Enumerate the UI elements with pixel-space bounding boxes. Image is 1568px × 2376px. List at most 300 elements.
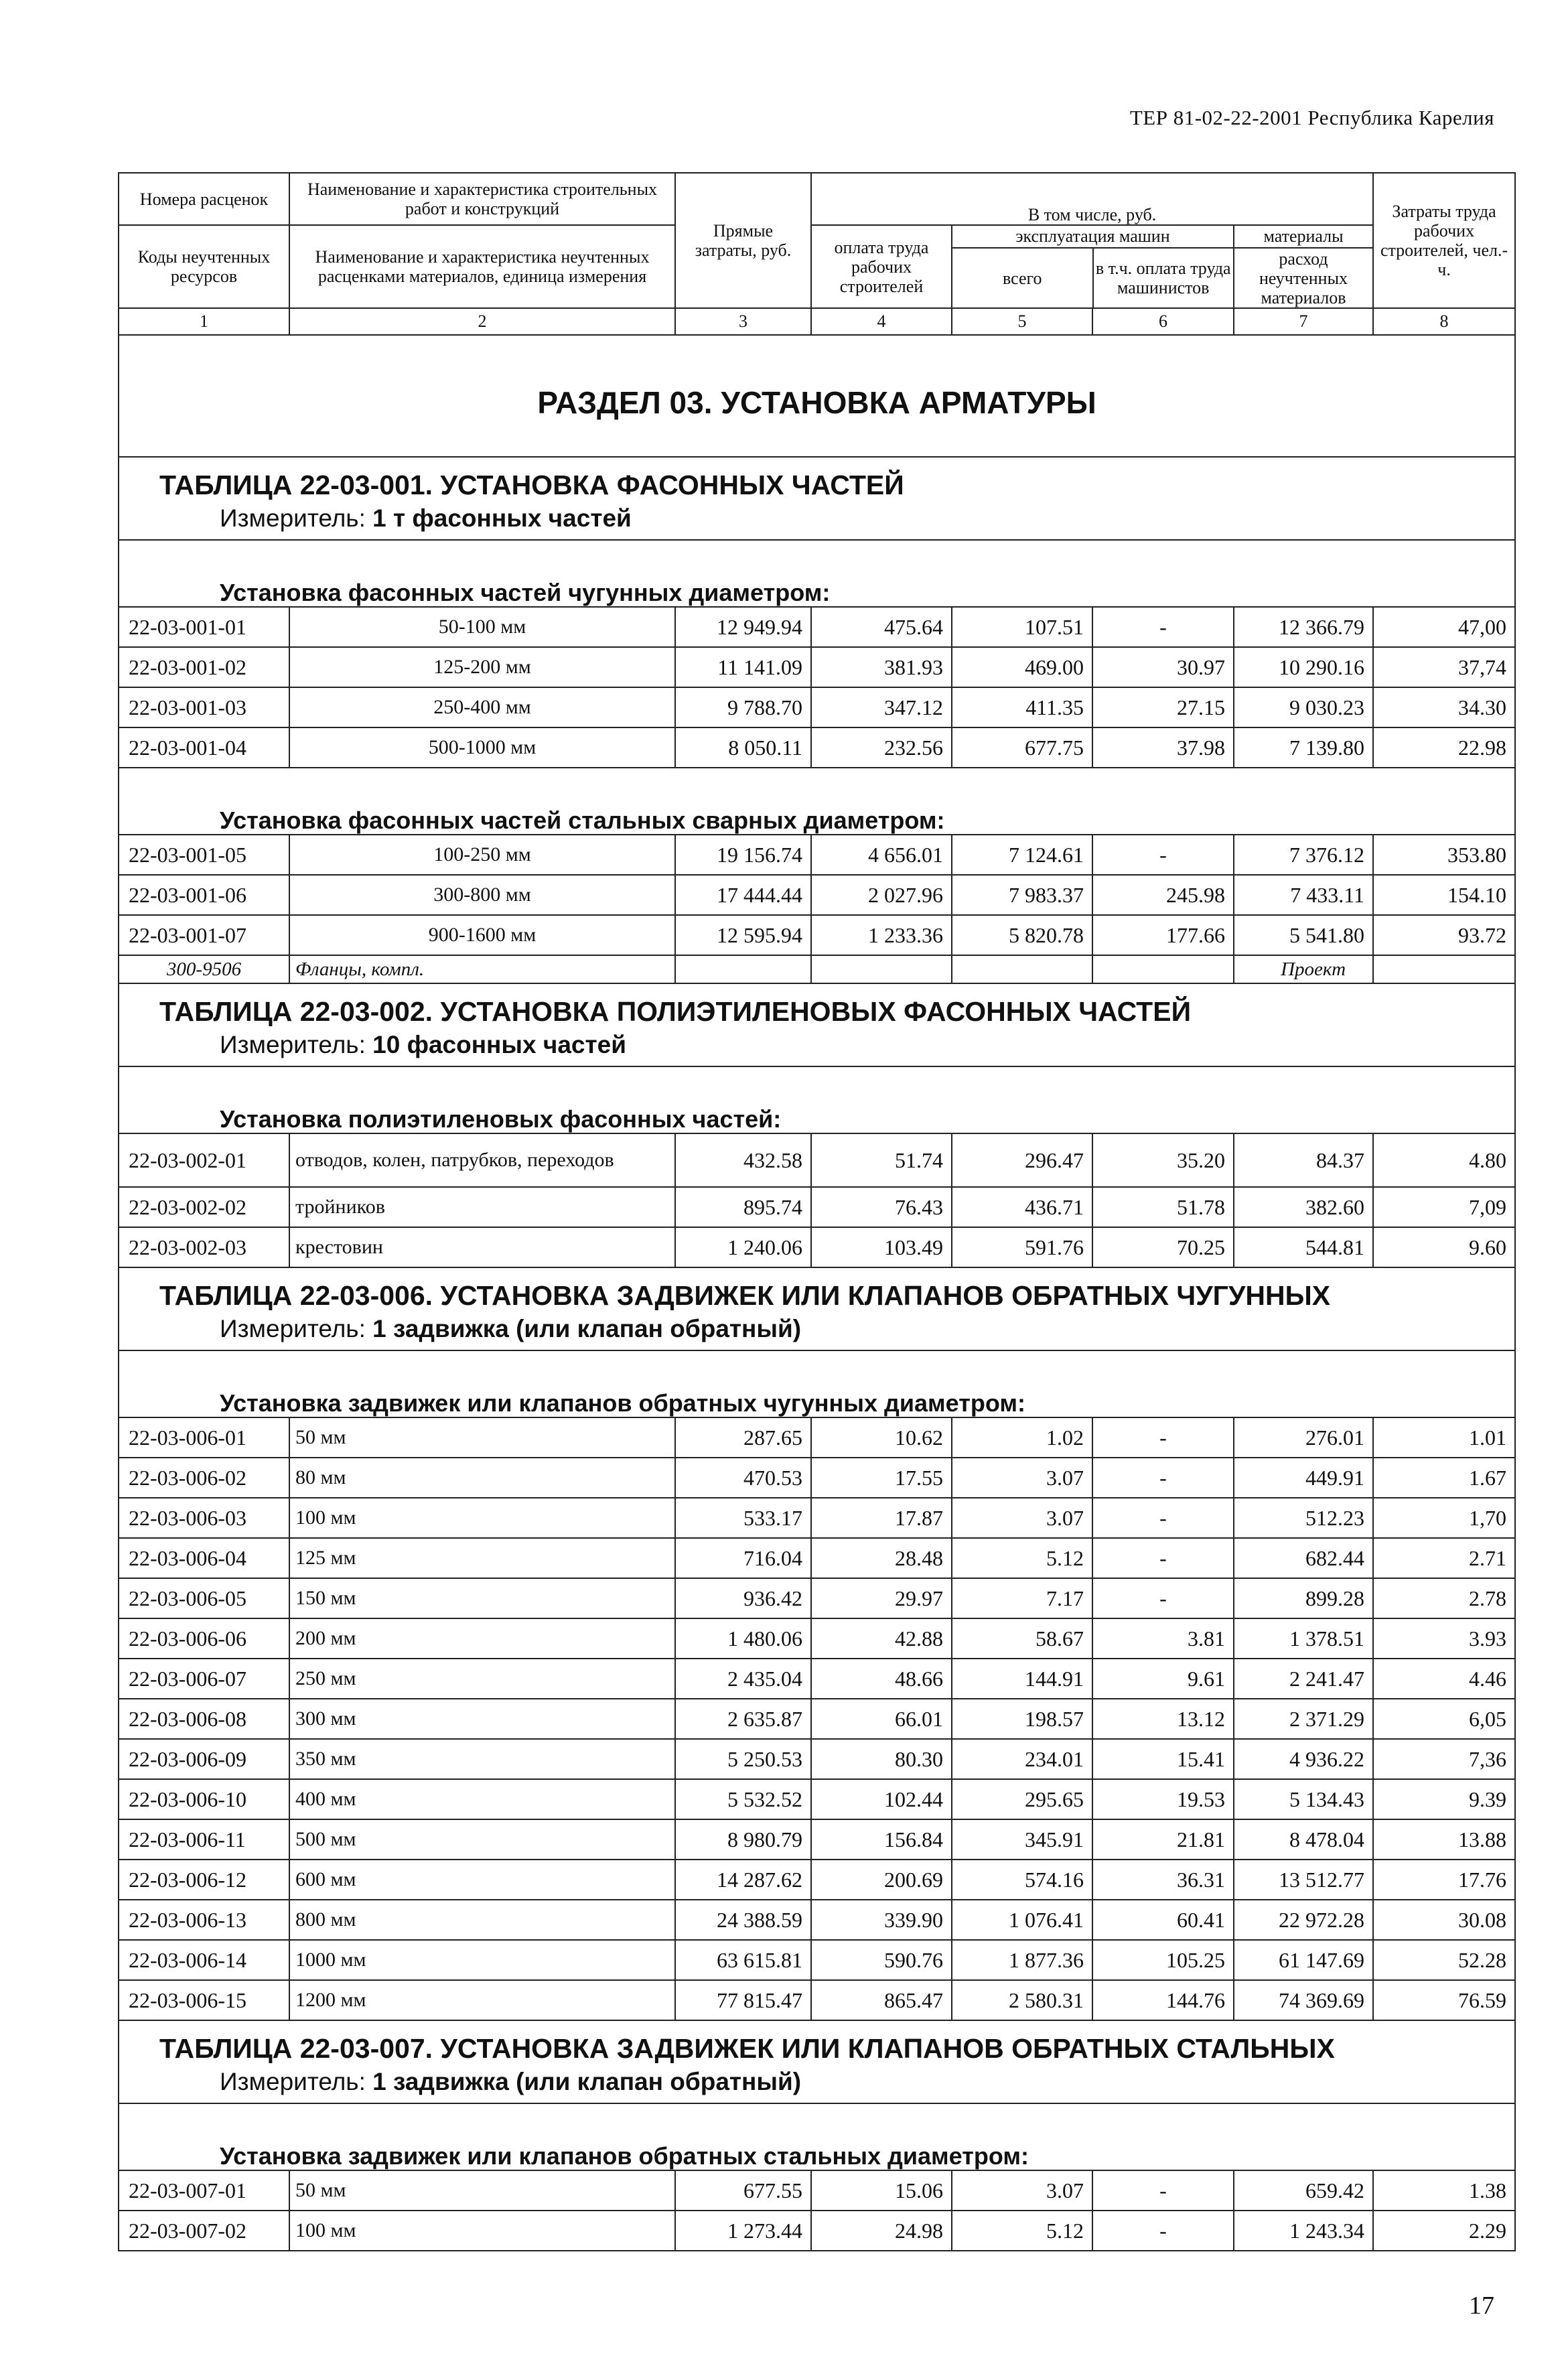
machines-total: 58.67 bbox=[952, 1618, 1092, 1659]
table-row bbox=[119, 875, 1515, 915]
worker-pay: 347.12 bbox=[811, 687, 952, 727]
worker-pay: 80.30 bbox=[811, 1739, 952, 1779]
group-heading: Установка полиэтиленовых фасонных частей: bbox=[119, 1066, 1515, 1133]
section-row bbox=[119, 335, 1515, 457]
group-heading-row bbox=[119, 768, 1515, 835]
materials-cost: 449.91 bbox=[1234, 1458, 1373, 1498]
materials-cost: 4 936.22 bbox=[1234, 1739, 1373, 1779]
direct-costs: 8 050.11 bbox=[675, 727, 811, 768]
group-heading: Установка задвижек или клапанов обратных стальных диаметром: bbox=[119, 2103, 1515, 2170]
operator-pay: - bbox=[1092, 835, 1234, 875]
materials-cost: 7 433.11 bbox=[1234, 875, 1373, 915]
work-name: 300 мм bbox=[289, 1699, 675, 1739]
col-header-rate-numbers: Номера расценок bbox=[119, 173, 289, 225]
measure-value: 1 т фасонных частей bbox=[372, 504, 632, 532]
machines-total: 3.07 bbox=[952, 2170, 1092, 2211]
group-heading: Установка фасонных частей чугунных диаметром: bbox=[119, 540, 1515, 607]
col-header-materials: материалы bbox=[1234, 226, 1372, 249]
materials-cost: 7 376.12 bbox=[1234, 835, 1373, 875]
direct-costs: 11 141.09 bbox=[675, 647, 811, 687]
operator-pay: - bbox=[1092, 2170, 1234, 2211]
labor-hours: 4.46 bbox=[1373, 1659, 1515, 1699]
rate-code: 22-03-001-02 bbox=[119, 647, 289, 687]
operator-pay: 30.97 bbox=[1092, 647, 1234, 687]
column-number: 3 bbox=[675, 308, 811, 335]
group-heading-row bbox=[119, 2103, 1515, 2170]
measure-label: Измеритель: bbox=[220, 2068, 366, 2095]
table-row bbox=[119, 1227, 1515, 1267]
labor-hours: 1,70 bbox=[1373, 1498, 1515, 1538]
work-name: 100 мм bbox=[289, 2211, 675, 2251]
section-title: РАЗДЕЛ 03. УСТАНОВКА АРМАТУРЫ bbox=[119, 335, 1515, 457]
operator-pay: 36.31 bbox=[1092, 1860, 1234, 1900]
machines-total: 591.76 bbox=[952, 1227, 1092, 1267]
machines-total: 234.01 bbox=[952, 1739, 1092, 1779]
labor-hours: 52.28 bbox=[1373, 1940, 1515, 1980]
work-name: 50 мм bbox=[289, 1417, 675, 1458]
materials-cost: 7 139.80 bbox=[1234, 727, 1373, 768]
operator-pay: 144.76 bbox=[1092, 1980, 1234, 2020]
direct-costs: 9 788.70 bbox=[675, 687, 811, 727]
labor-hours: 2.29 bbox=[1373, 2211, 1515, 2251]
labor-hours: 3.93 bbox=[1373, 1618, 1515, 1659]
labor-hours: 34.30 bbox=[1373, 687, 1515, 727]
table-measure bbox=[159, 502, 1474, 535]
measure-label: Измеритель: bbox=[220, 1315, 366, 1342]
direct-costs: 1 240.06 bbox=[675, 1227, 811, 1267]
work-name: 350 мм bbox=[289, 1739, 675, 1779]
worker-pay: 156.84 bbox=[811, 1819, 952, 1860]
rate-code: 22-03-006-02 bbox=[119, 1458, 289, 1498]
rate-code: 22-03-006-10 bbox=[119, 1779, 289, 1819]
rate-code: 22-03-006-06 bbox=[119, 1618, 289, 1659]
direct-costs: 1 273.44 bbox=[675, 2211, 811, 2251]
direct-costs: 17 444.44 bbox=[675, 875, 811, 915]
worker-pay: 381.93 bbox=[811, 647, 952, 687]
labor-hours: 1.67 bbox=[1373, 1458, 1515, 1498]
direct-costs: 2 435.04 bbox=[675, 1659, 811, 1699]
machines-total: 107.51 bbox=[952, 607, 1092, 647]
labor-hours: 4.80 bbox=[1373, 1133, 1515, 1187]
operator-pay: 13.12 bbox=[1092, 1699, 1234, 1739]
direct-costs: 5 250.53 bbox=[675, 1739, 811, 1779]
operator-pay: - bbox=[1092, 1538, 1234, 1578]
col-header-material-name: Наименование и характеристика неучтенных расценками материалов, единица измерения bbox=[289, 225, 675, 308]
column-number: 5 bbox=[952, 308, 1092, 335]
rate-code: 22-03-001-04 bbox=[119, 727, 289, 768]
work-name: 125-200 мм bbox=[289, 647, 675, 687]
work-name: 50-100 мм bbox=[289, 607, 675, 647]
materials-cost: 13 512.77 bbox=[1234, 1860, 1373, 1900]
rates-table bbox=[118, 172, 1516, 2251]
materials-cost: 22 972.28 bbox=[1234, 1900, 1373, 1940]
rate-code: 22-03-006-13 bbox=[119, 1900, 289, 1940]
work-name: 600 мм bbox=[289, 1860, 675, 1900]
machines-total: 677.75 bbox=[952, 727, 1092, 768]
labor-hours: 2.78 bbox=[1373, 1578, 1515, 1618]
table-row bbox=[119, 2211, 1515, 2251]
header-row-1 bbox=[119, 173, 1515, 225]
work-name: 1200 мм bbox=[289, 1980, 675, 2020]
rate-code: 22-03-006-07 bbox=[119, 1659, 289, 1699]
rate-code: 22-03-006-05 bbox=[119, 1578, 289, 1618]
machines-total: 295.65 bbox=[952, 1779, 1092, 1819]
table-row bbox=[119, 607, 1515, 647]
operator-pay: 19.53 bbox=[1092, 1779, 1234, 1819]
column-number-row bbox=[119, 308, 1515, 335]
col-header-machines: эксплуатация машин bbox=[952, 226, 1233, 249]
labor-hours: 6,05 bbox=[1373, 1699, 1515, 1739]
machines-total: 411.35 bbox=[952, 687, 1092, 727]
table-title-cell bbox=[119, 983, 1515, 1066]
operator-pay: 70.25 bbox=[1092, 1227, 1234, 1267]
worker-pay: 17.55 bbox=[811, 1458, 952, 1498]
direct-costs: 12 949.94 bbox=[675, 607, 811, 647]
machines-total: 2 580.31 bbox=[952, 1980, 1092, 2020]
table-row bbox=[119, 647, 1515, 687]
work-name: 50 мм bbox=[289, 2170, 675, 2211]
col-header-material-use: расход неучтенных материалов bbox=[1259, 249, 1348, 307]
machines-total: 1 877.36 bbox=[952, 1940, 1092, 1980]
worker-pay: 24.98 bbox=[811, 2211, 952, 2251]
col-header-including: В том числе, руб. bbox=[811, 173, 1373, 225]
work-name: 200 мм bbox=[289, 1618, 675, 1659]
materials-cost: 1 378.51 bbox=[1234, 1618, 1373, 1659]
rate-code: 22-03-001-01 bbox=[119, 607, 289, 647]
direct-costs: 895.74 bbox=[675, 1187, 811, 1227]
operator-pay: - bbox=[1092, 1458, 1234, 1498]
machines-total: 345.91 bbox=[952, 1819, 1092, 1860]
empty-cell bbox=[811, 955, 952, 983]
rate-code: 22-03-006-01 bbox=[119, 1417, 289, 1458]
machines-total: 436.71 bbox=[952, 1187, 1092, 1227]
work-name: 125 мм bbox=[289, 1538, 675, 1578]
materials-cost: 61 147.69 bbox=[1234, 1940, 1373, 1980]
table-row bbox=[119, 1860, 1515, 1900]
table-row bbox=[119, 1659, 1515, 1699]
operator-pay: 51.78 bbox=[1092, 1187, 1234, 1227]
group-heading-row bbox=[119, 1350, 1515, 1417]
table-title-row bbox=[119, 2020, 1515, 2103]
work-name: 250-400 мм bbox=[289, 687, 675, 727]
worker-pay: 590.76 bbox=[811, 1940, 952, 1980]
resource-name: Фланцы, компл. bbox=[289, 955, 675, 983]
rate-code: 22-03-006-12 bbox=[119, 1860, 289, 1900]
direct-costs: 2 635.87 bbox=[675, 1699, 811, 1739]
worker-pay: 48.66 bbox=[811, 1659, 952, 1699]
rate-code: 22-03-007-01 bbox=[119, 2170, 289, 2211]
labor-hours: 1.38 bbox=[1373, 2170, 1515, 2211]
operator-pay: 15.41 bbox=[1092, 1739, 1234, 1779]
labor-hours: 47,00 bbox=[1373, 607, 1515, 647]
empty-cell bbox=[675, 955, 811, 983]
work-name: 100 мм bbox=[289, 1498, 675, 1538]
measure-value: 1 задвижка (или клапан обратный) bbox=[372, 2068, 802, 2095]
empty-cell bbox=[1092, 955, 1234, 983]
worker-pay: 10.62 bbox=[811, 1417, 952, 1458]
col-header-direct-costs: Прямые затраты, руб. bbox=[675, 173, 811, 308]
materials-cost: 5 134.43 bbox=[1234, 1779, 1373, 1819]
rate-code: 22-03-001-05 bbox=[119, 835, 289, 875]
table-row bbox=[119, 1900, 1515, 1940]
work-name: 1000 мм bbox=[289, 1940, 675, 1980]
table-title: ТАБЛИЦА 22-03-002. УСТАНОВКА ПОЛИЭТИЛЕНОВЫХ ФАСОННЫХ ЧАСТЕЙ bbox=[159, 996, 1192, 1027]
worker-pay: 339.90 bbox=[811, 1900, 952, 1940]
materials-cost: 1 243.34 bbox=[1234, 2211, 1373, 2251]
operator-pay: 9.61 bbox=[1092, 1659, 1234, 1699]
col-header-resource-codes: Коды неучтенных ресурсов bbox=[119, 225, 289, 308]
machines-total: 1.02 bbox=[952, 1417, 1092, 1458]
materials-cost: 74 369.69 bbox=[1234, 1980, 1373, 2020]
worker-pay: 17.87 bbox=[811, 1498, 952, 1538]
labor-hours: 2.71 bbox=[1373, 1538, 1515, 1578]
table-row bbox=[119, 1187, 1515, 1227]
worker-pay: 1 233.36 bbox=[811, 915, 952, 955]
table-title-cell bbox=[119, 457, 1515, 540]
labor-hours: 93.72 bbox=[1373, 915, 1515, 955]
worker-pay: 103.49 bbox=[811, 1227, 952, 1267]
operator-pay: 21.81 bbox=[1092, 1819, 1234, 1860]
operator-pay: 60.41 bbox=[1092, 1900, 1234, 1940]
direct-costs: 1 480.06 bbox=[675, 1618, 811, 1659]
worker-pay: 102.44 bbox=[811, 1779, 952, 1819]
table-row bbox=[119, 1779, 1515, 1819]
materials-cost: 659.42 bbox=[1234, 2170, 1373, 2211]
operator-pay: 35.20 bbox=[1092, 1133, 1234, 1187]
rate-code: 22-03-006-04 bbox=[119, 1538, 289, 1578]
labor-hours: 353.80 bbox=[1373, 835, 1515, 875]
work-name: 900-1600 мм bbox=[289, 915, 675, 955]
labor-hours: 13.88 bbox=[1373, 1819, 1515, 1860]
rate-code: 22-03-006-09 bbox=[119, 1739, 289, 1779]
work-name: тройников bbox=[289, 1187, 675, 1227]
work-name: 300-800 мм bbox=[289, 875, 675, 915]
table-row bbox=[119, 1458, 1515, 1498]
work-name: 400 мм bbox=[289, 1779, 675, 1819]
worker-pay: 475.64 bbox=[811, 607, 952, 647]
operator-pay: 3.81 bbox=[1092, 1618, 1234, 1659]
operator-pay: 27.15 bbox=[1092, 687, 1234, 727]
rate-code: 22-03-006-03 bbox=[119, 1498, 289, 1538]
rate-code: 22-03-006-08 bbox=[119, 1699, 289, 1739]
operator-pay: - bbox=[1092, 1417, 1234, 1458]
machines-total: 144.91 bbox=[952, 1659, 1092, 1699]
resource-code: 300-9506 bbox=[119, 955, 289, 983]
worker-pay: 865.47 bbox=[811, 1980, 952, 2020]
table-row bbox=[119, 1538, 1515, 1578]
machines-total: 7.17 bbox=[952, 1578, 1092, 1618]
table-row bbox=[119, 1133, 1515, 1187]
rate-code: 22-03-001-03 bbox=[119, 687, 289, 727]
col-header-labor-hours: Затраты труда рабочих строителей, чел.-ч. bbox=[1373, 173, 1515, 308]
work-name: 500-1000 мм bbox=[289, 727, 675, 768]
machines-total: 296.47 bbox=[952, 1133, 1092, 1187]
table-measure bbox=[159, 1028, 1474, 1062]
operator-pay: 245.98 bbox=[1092, 875, 1234, 915]
rate-code: 22-03-002-01 bbox=[119, 1133, 289, 1187]
table-title-cell bbox=[119, 2020, 1515, 2103]
column-number: 7 bbox=[1234, 308, 1373, 335]
measure-label: Измеритель: bbox=[220, 504, 366, 532]
labor-hours: 1.01 bbox=[1373, 1417, 1515, 1458]
direct-costs: 936.42 bbox=[675, 1578, 811, 1618]
measure-value: 10 фасонных частей bbox=[372, 1031, 626, 1058]
table-body bbox=[119, 173, 1515, 2251]
direct-costs: 533.17 bbox=[675, 1498, 811, 1538]
table-row bbox=[119, 1498, 1515, 1538]
table-title-cell bbox=[119, 1267, 1515, 1350]
labor-hours: 22.98 bbox=[1373, 727, 1515, 768]
rate-code: 22-03-002-03 bbox=[119, 1227, 289, 1267]
table-measure bbox=[159, 2065, 1474, 2099]
group-heading-row bbox=[119, 1066, 1515, 1133]
table-row bbox=[119, 727, 1515, 768]
worker-pay: 2 027.96 bbox=[811, 875, 952, 915]
column-number: 1 bbox=[119, 308, 289, 335]
rate-code: 22-03-002-02 bbox=[119, 1187, 289, 1227]
materials-cost: 382.60 bbox=[1234, 1187, 1373, 1227]
materials-header-cell bbox=[1234, 225, 1373, 308]
operator-pay: 105.25 bbox=[1092, 1940, 1234, 1980]
rate-code: 22-03-007-02 bbox=[119, 2211, 289, 2251]
work-name: 800 мм bbox=[289, 1900, 675, 1940]
materials-cost: 10 290.16 bbox=[1234, 647, 1373, 687]
rate-code: 22-03-001-07 bbox=[119, 915, 289, 955]
worker-pay: 15.06 bbox=[811, 2170, 952, 2211]
machines-header-cell bbox=[952, 225, 1234, 308]
work-name: отводов, колен, патрубков, переходов bbox=[289, 1133, 675, 1187]
worker-pay: 29.97 bbox=[811, 1578, 952, 1618]
header-row-2 bbox=[119, 225, 1515, 308]
materials-cost: 899.28 bbox=[1234, 1578, 1373, 1618]
work-name: 100-250 мм bbox=[289, 835, 675, 875]
column-number: 4 bbox=[811, 308, 952, 335]
machines-total: 469.00 bbox=[952, 647, 1092, 687]
table-title-row bbox=[119, 457, 1515, 540]
worker-pay: 66.01 bbox=[811, 1699, 952, 1739]
materials-cost: 2 371.29 bbox=[1234, 1699, 1373, 1739]
direct-costs: 470.53 bbox=[675, 1458, 811, 1498]
work-name: 150 мм bbox=[289, 1578, 675, 1618]
operator-pay: 37.98 bbox=[1092, 727, 1234, 768]
column-number: 6 bbox=[1092, 308, 1234, 335]
table-row bbox=[119, 2170, 1515, 2211]
machines-total: 198.57 bbox=[952, 1699, 1092, 1739]
work-name: 500 мм bbox=[289, 1819, 675, 1860]
measure-label: Измеритель: bbox=[220, 1031, 366, 1058]
col-header-work-name: Наименование и характеристика строительных работ и конструкций bbox=[289, 173, 675, 225]
machines-total: 5.12 bbox=[952, 1538, 1092, 1578]
table-measure bbox=[159, 1312, 1474, 1346]
materials-cost: 544.81 bbox=[1234, 1227, 1373, 1267]
machines-total: 7 983.37 bbox=[952, 875, 1092, 915]
machines-total: 7 124.61 bbox=[952, 835, 1092, 875]
col-header-operator-pay: в т.ч. оплата труда машинистов bbox=[1095, 259, 1231, 297]
table-row bbox=[119, 1739, 1515, 1779]
machines-total: 3.07 bbox=[952, 1498, 1092, 1538]
labor-hours: 76.59 bbox=[1373, 1980, 1515, 2020]
table-row bbox=[119, 1578, 1515, 1618]
operator-pay: - bbox=[1092, 2211, 1234, 2251]
group-heading: Установка фасонных частей стальных сварных диаметром: bbox=[119, 768, 1515, 835]
rate-code: 22-03-001-06 bbox=[119, 875, 289, 915]
machines-total: 5 820.78 bbox=[952, 915, 1092, 955]
work-name: 80 мм bbox=[289, 1458, 675, 1498]
col-header-machines-total: всего bbox=[952, 249, 1094, 307]
resource-value: Проект bbox=[1234, 955, 1373, 983]
labor-hours: 17.76 bbox=[1373, 1860, 1515, 1900]
worker-pay: 42.88 bbox=[811, 1618, 952, 1659]
materials-cost: 682.44 bbox=[1234, 1538, 1373, 1578]
worker-pay: 76.43 bbox=[811, 1187, 952, 1227]
worker-pay: 51.74 bbox=[811, 1133, 952, 1187]
machines-total: 1 076.41 bbox=[952, 1900, 1092, 1940]
worker-pay: 200.69 bbox=[811, 1860, 952, 1900]
direct-costs: 77 815.47 bbox=[675, 1980, 811, 2020]
empty-cell bbox=[1373, 955, 1515, 983]
materials-cost: 8 478.04 bbox=[1234, 1819, 1373, 1860]
materials-cost: 276.01 bbox=[1234, 1417, 1373, 1458]
machines-total: 5.12 bbox=[952, 2211, 1092, 2251]
table-row bbox=[119, 1417, 1515, 1458]
materials-cost: 512.23 bbox=[1234, 1498, 1373, 1538]
machines-total: 574.16 bbox=[952, 1860, 1092, 1900]
table-row bbox=[119, 835, 1515, 875]
operator-pay: - bbox=[1092, 1578, 1234, 1618]
direct-costs: 677.55 bbox=[675, 2170, 811, 2211]
materials-cost: 9 030.23 bbox=[1234, 687, 1373, 727]
measure-value: 1 задвижка (или клапан обратный) bbox=[372, 1315, 802, 1342]
direct-costs: 24 388.59 bbox=[675, 1900, 811, 1940]
materials-cost: 12 366.79 bbox=[1234, 607, 1373, 647]
direct-costs: 8 980.79 bbox=[675, 1819, 811, 1860]
machines-total: 3.07 bbox=[952, 1458, 1092, 1498]
rate-code: 22-03-006-15 bbox=[119, 1980, 289, 2020]
table-title-row bbox=[119, 1267, 1515, 1350]
worker-pay: 232.56 bbox=[811, 727, 952, 768]
work-name: крестовин bbox=[289, 1227, 675, 1267]
labor-hours: 37,74 bbox=[1373, 647, 1515, 687]
worker-pay: 4 656.01 bbox=[811, 835, 952, 875]
col-header-worker-pay: оплата труда рабочих строителей bbox=[811, 225, 952, 308]
direct-costs: 5 532.52 bbox=[675, 1779, 811, 1819]
table-title: ТАБЛИЦА 22-03-006. УСТАНОВКА ЗАДВИЖЕК ИЛИ КЛАПАНОВ ОБРАТНЫХ ЧУГУННЫХ bbox=[159, 1280, 1331, 1311]
labor-hours: 7,36 bbox=[1373, 1739, 1515, 1779]
document-code-header: ТЕР 81-02-22-2001 Республика Карелия bbox=[1129, 106, 1494, 129]
operator-pay: - bbox=[1092, 1498, 1234, 1538]
labor-hours: 30.08 bbox=[1373, 1900, 1515, 1940]
table-row bbox=[119, 1819, 1515, 1860]
materials-cost: 5 541.80 bbox=[1234, 915, 1373, 955]
direct-costs: 14 287.62 bbox=[675, 1860, 811, 1900]
materials-cost: 2 241.47 bbox=[1234, 1659, 1373, 1699]
table-row bbox=[119, 687, 1515, 727]
rate-code: 22-03-006-11 bbox=[119, 1819, 289, 1860]
worker-pay: 28.48 bbox=[811, 1538, 952, 1578]
direct-costs: 287.65 bbox=[675, 1417, 811, 1458]
labor-hours: 154.10 bbox=[1373, 875, 1515, 915]
empty-cell bbox=[952, 955, 1092, 983]
machines-subheaders bbox=[952, 249, 1233, 307]
direct-costs: 432.58 bbox=[675, 1133, 811, 1187]
direct-costs: 12 595.94 bbox=[675, 915, 811, 955]
table-row bbox=[119, 915, 1515, 955]
column-number: 2 bbox=[289, 308, 675, 335]
table-row bbox=[119, 1980, 1515, 2020]
table-title: ТАБЛИЦА 22-03-001. УСТАНОВКА ФАСОННЫХ ЧАСТЕЙ bbox=[159, 470, 904, 500]
table-row bbox=[119, 1940, 1515, 1980]
column-number: 8 bbox=[1373, 308, 1515, 335]
